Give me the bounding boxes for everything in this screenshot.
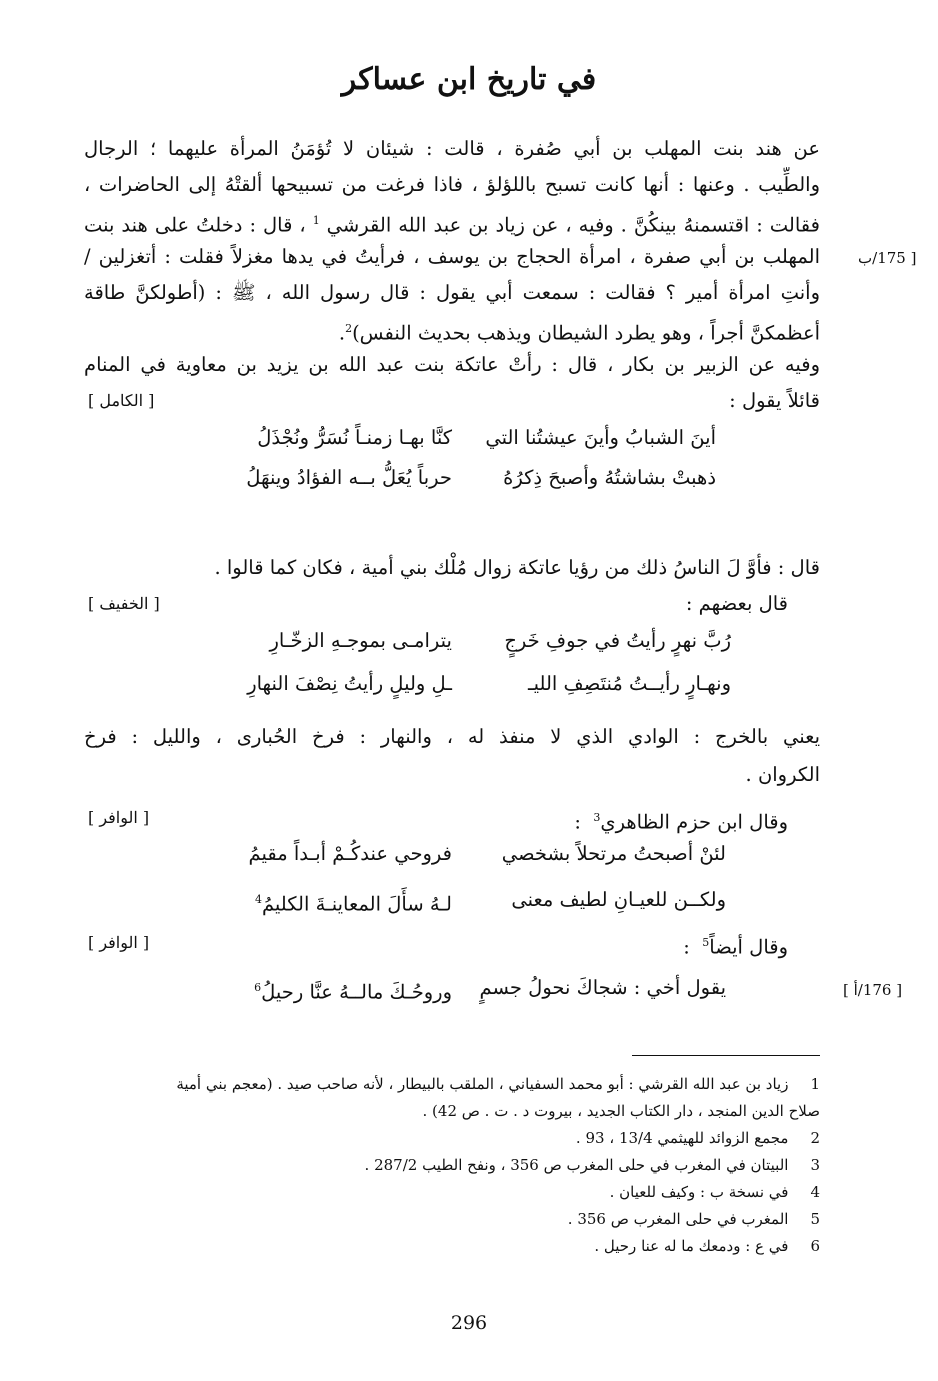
page-title: في تاريخ ابن عساكر: [341, 62, 597, 97]
verse-hemistich-right: أينَ الشبابُ وأينَ عيشتُنا التي: [485, 426, 716, 449]
verse-hemistich-right: يقول أخي : شجاكَ نحولُ جسمٍ: [479, 976, 726, 999]
paragraph-line: عن هند بنت المهلب بن أبي صُفرة ، قالت : شيئان لا تُؤمَنُ المرأة عليهما ؛ الرجال: [84, 137, 820, 160]
verse-hemistich-left: ـلِ وليلٍ رأيتُ نِصْفَ النهارِ: [247, 672, 452, 695]
footnote-text: البيتان في المغرب في حلى المغرب ص 356 ، ونفح الطيب 287/2 .: [364, 1156, 789, 1174]
page-number: 296: [450, 1312, 488, 1334]
footnote: [80, 1071, 820, 1098]
footnote: [576, 1125, 820, 1152]
footnote: [594, 1233, 820, 1260]
footnote-text: في ع : ودمعك ما له عنا رحيل .: [594, 1237, 789, 1255]
footnote-ref: 1: [312, 214, 320, 227]
verse-hemistich-right: لئنْ أصبحتُ مرتحلاً بشخصي: [501, 842, 726, 865]
meter-label: [ الوافر ]: [88, 933, 150, 952]
text-segment: :: [574, 810, 581, 834]
verse-text: وروحُـكَ مالــهُ عنَّا رحيلُ: [261, 980, 452, 1004]
verse-text: لـهُ سأَلَ المعاينـةَ الكليمُ: [261, 892, 452, 916]
footnote-ref: 3: [593, 811, 601, 824]
footnote-number: 5: [810, 1210, 820, 1228]
paragraph-line: قائلاً يقول :: [729, 389, 820, 412]
text-segment: وقال ابن حزم الظاهري: [600, 810, 788, 834]
footnote: [568, 1206, 820, 1233]
footnote-text: المغرب في حلى المغرب ص 356 .: [567, 1210, 789, 1228]
footnote-text: زياد بن عبد الله القرشي : أبو محمد السفياني ، الملقب بالبيطار ، لأنه صاحب صيد . (معجم بني أمية: [176, 1075, 789, 1093]
footnote-ref: 6: [254, 981, 262, 994]
verse-hemistich-left: يترامـى بموجـهِ الزخّـارِ: [269, 629, 452, 652]
meter-label: [ الخفيف ]: [88, 594, 160, 613]
footnote-ref: 5: [702, 936, 710, 949]
verse-hemistich-left: [254, 968, 452, 1013]
text-segment: ، قال : دخلتُ على هند بنت: [84, 213, 306, 237]
verse-hemistich-left: حرباً يُعَلُّ بــه الفؤادُ وينهَلُ: [246, 466, 452, 489]
text-segment: فقالت : اقتسمنهُ بينكُنَّ . وفيه ، عن زياد بن عبد الله القرشي: [326, 213, 820, 237]
paragraph-line: قال : فأوَّ لَ الناسُ ذلك من رؤيا عاتكة زوال مُلْك بني أمية ، فكان كما قالوا .: [214, 556, 820, 579]
verse-hemistich-right: رُبَّ نهرٍ رأيتُ في جوفِ خَرجٍ: [504, 629, 731, 652]
margin-note: [ 175/ب: [858, 249, 917, 267]
text-segment: :: [683, 935, 690, 959]
paragraph-line: المهلب بن أبي صفرة ، امرأة الحجاج بن يوسف ، فرأيتُ في يدها مغزلاً فقلت : أتغزلين /: [84, 245, 820, 268]
footnote-number: 6: [810, 1237, 820, 1255]
text-segment: أعظمكنَّ أجراً ، وهو يطرد الشيطان ويذهب بحديث النفس): [352, 321, 820, 345]
footnote: [610, 1179, 820, 1206]
footnote-number: 3: [810, 1156, 820, 1174]
meter-label: [ الوافر ]: [88, 808, 150, 827]
footnote-text: في نسخة ب : وكيف للعيان .: [609, 1183, 789, 1201]
paragraph-line: الكروان .: [745, 763, 820, 786]
meter-label: [ الكامل ]: [88, 391, 155, 410]
margin-note: [ 176/أ ]: [843, 981, 903, 999]
footnote-number: 1: [810, 1075, 820, 1093]
footnote-number: 2: [810, 1129, 820, 1147]
paragraph-line: والطِّيب . وعنها : أنها كانت تسبح باللؤلؤ ، فاذا فرغت من تسبيحها ألقتْهُ إلى الحاضرات ،: [84, 173, 820, 196]
footnote-ref: 4: [254, 893, 262, 906]
footnote-text: مجمع الزوائد للهيثمي 13/4 ، 93 .: [575, 1129, 789, 1147]
verse-hemistich-left: [255, 880, 452, 925]
verse-hemistich-right: ولكــن للعيـانِ لطيف معنى: [511, 888, 726, 911]
text-segment: .: [338, 321, 346, 345]
paragraph-line: وأنتِ امرأة أمير ؟ فقالت : سمعت أبي يقول : قال رسول الله ، ﷺ : (أطولكنَّ طاقة: [84, 281, 820, 304]
paragraph-line: [84, 203, 820, 244]
paragraph-line: يعني بالخرج : الوادي الذي لا منفذ له ، والنهار : فرخ الحُبارى ، والليل : فرخ: [84, 725, 820, 748]
verse-hemistich-left: فروحي عندكُـمْ أبـداً مقيمُ: [248, 842, 452, 865]
paragraph-line: قال بعضهم :: [685, 592, 788, 615]
paragraph-line: [84, 311, 820, 352]
footnote: [365, 1152, 820, 1179]
verse-hemistich-left: كنَّا بهـا زمنـاً نُسَرُّ ونُجْذَلُ: [257, 426, 452, 449]
paragraph-line: [683, 925, 788, 966]
paragraph-line: وفيه عن الزبير بن بكار ، قال : رأتْ عاتكة بنت عبد الله بن يزيد بن معاوية في المنام: [84, 353, 820, 376]
footnote-separator: [632, 1055, 820, 1056]
footnote-ref: 2: [345, 322, 353, 335]
verse-hemistich-right: ونهـارٍ رأيــتُ مُنتَصِفِ الليـ: [527, 672, 731, 695]
text-segment: وقال أيضاً: [709, 935, 788, 959]
footnote-continuation: صلاح الدين المنجد ، دار الكتاب الجديد ، بيروت د . ت . ص 42) .: [422, 1102, 820, 1120]
footnote-number: 4: [810, 1183, 820, 1201]
verse-hemistich-right: ذهبتْ بشاشتُهُ وأصبحَ ذِكرُهُ: [503, 466, 716, 489]
